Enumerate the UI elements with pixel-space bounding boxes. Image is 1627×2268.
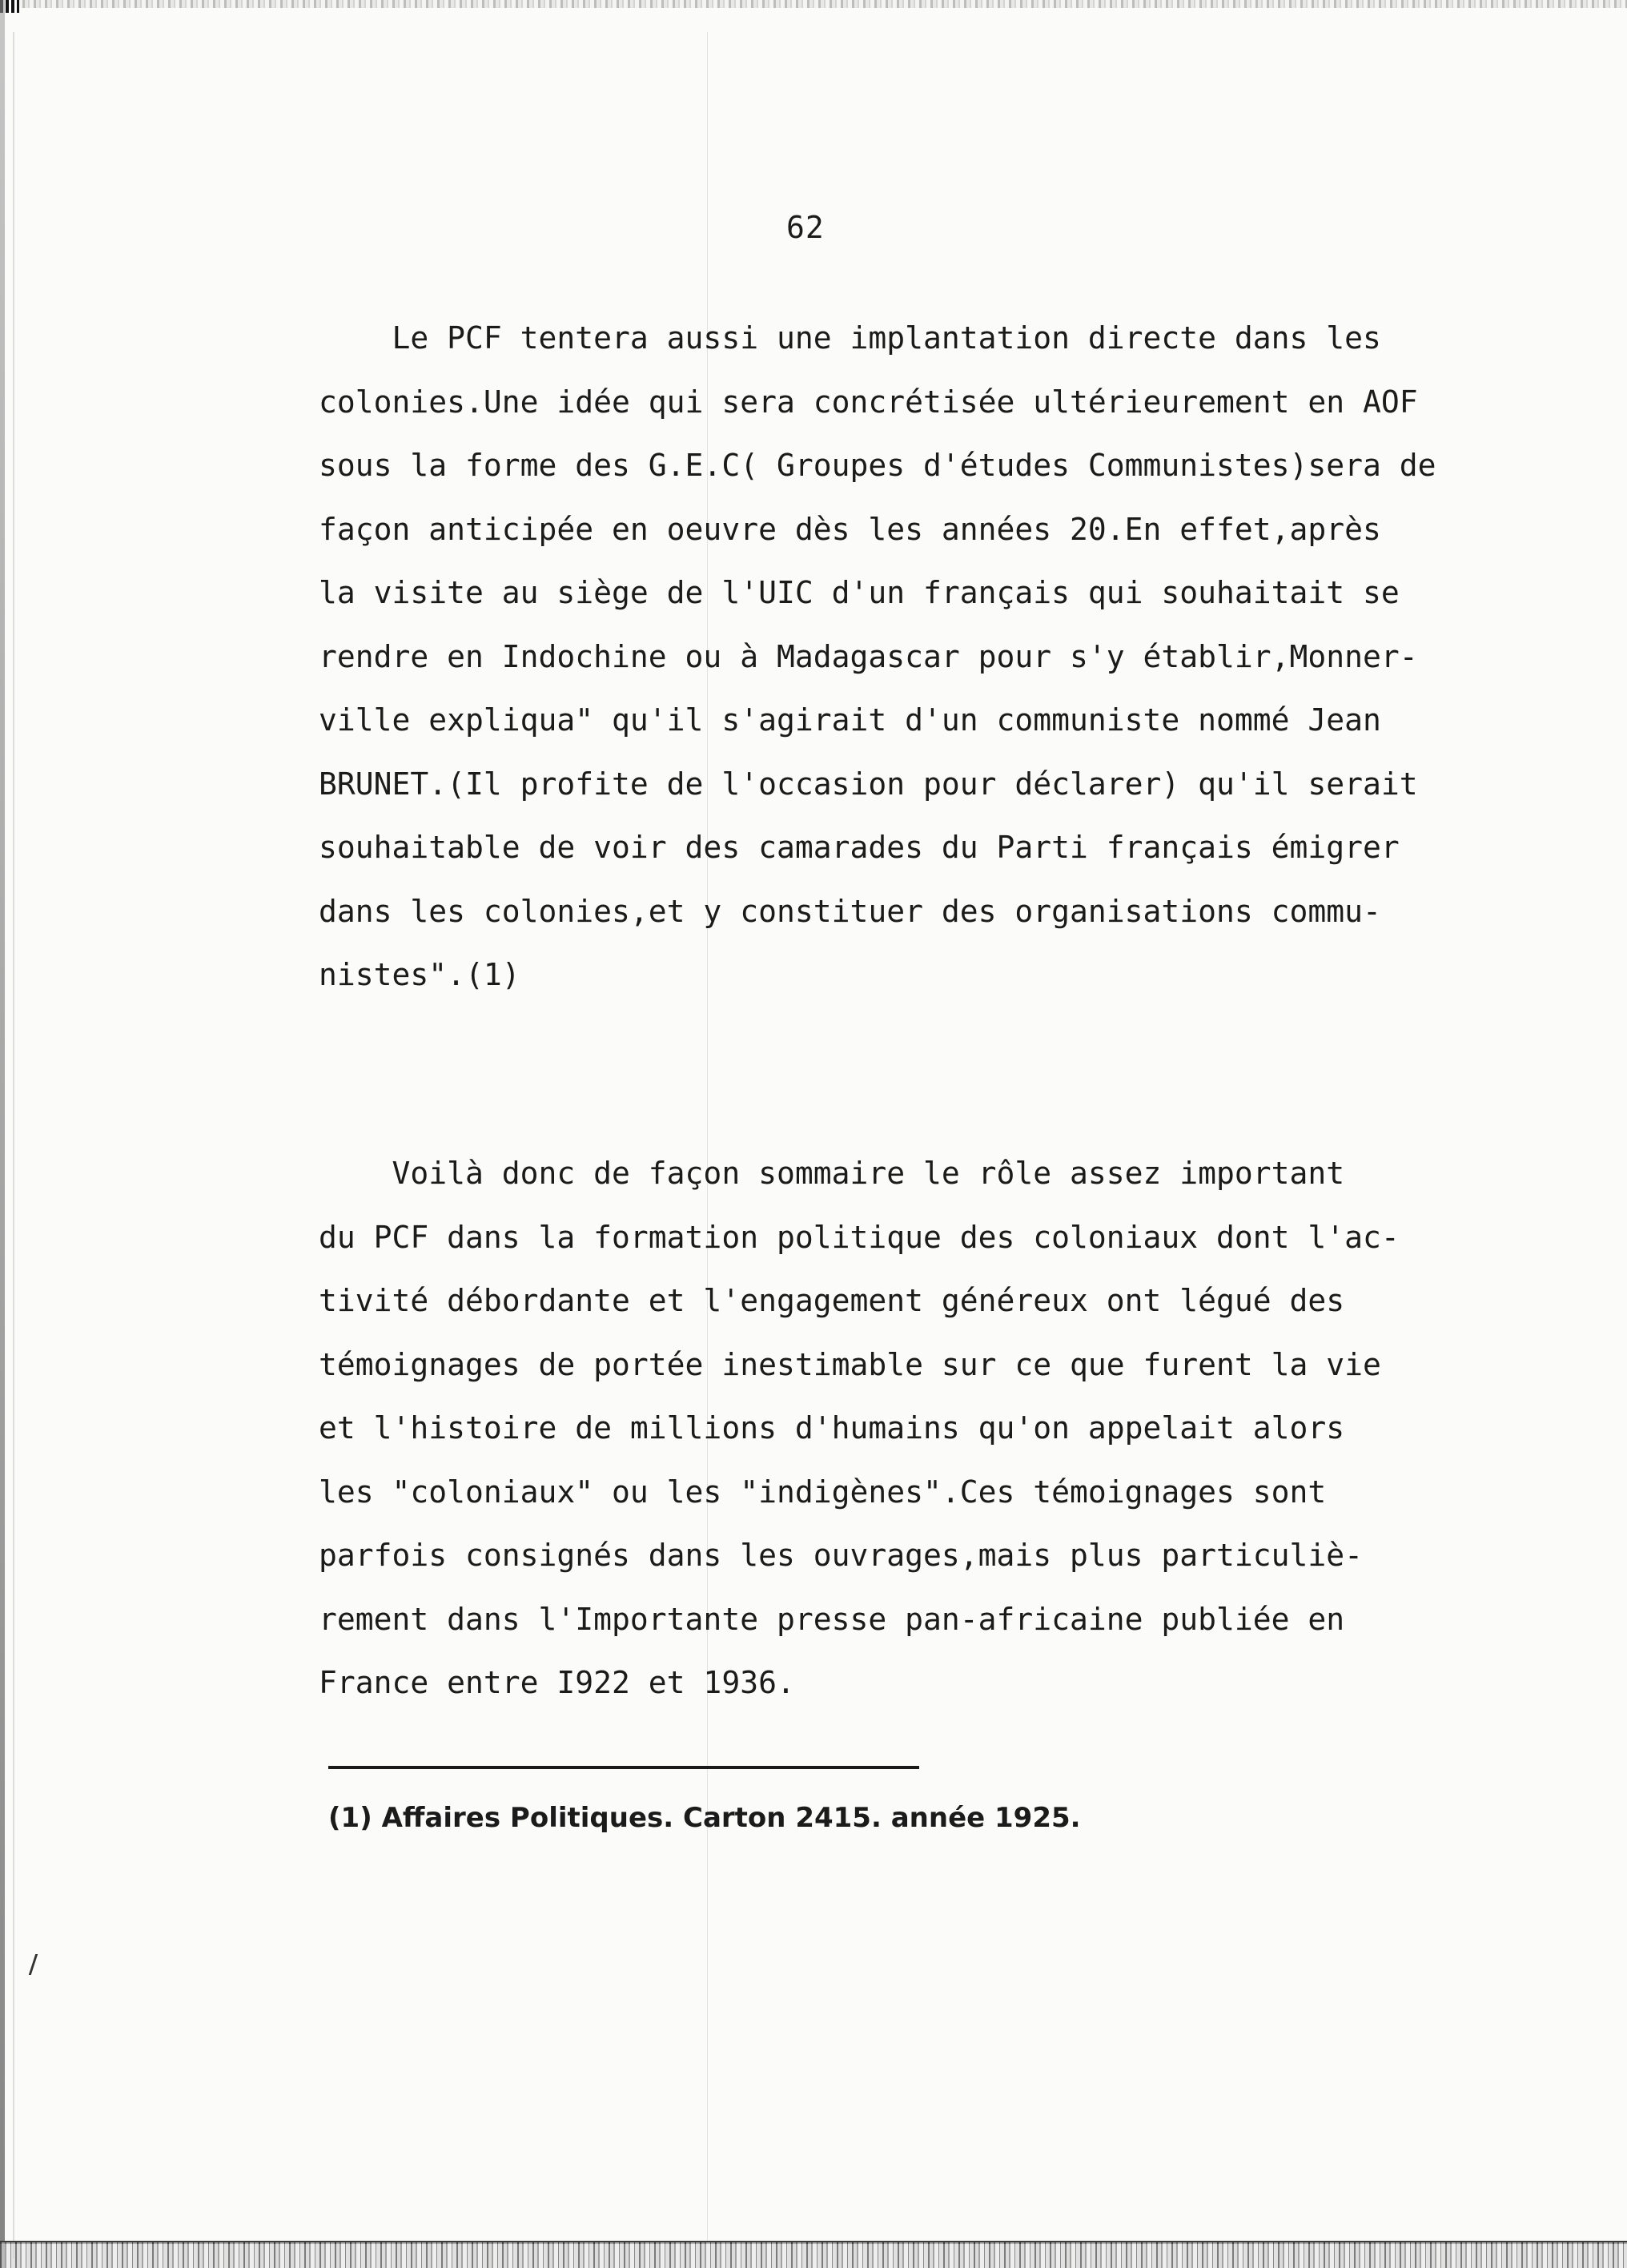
paragraph-pcf-implantation xyxy=(319,307,1520,1007)
text-line: Le PCF tentera aussi une implantation directe dans les xyxy=(319,320,1381,356)
scan-artifact-left-line xyxy=(13,32,14,2258)
text-line: témoignages de portée inestimable sur ce que furent la vie xyxy=(319,1346,1381,1382)
text-line: rement dans l'Importante presse pan-africaine publiée en xyxy=(319,1601,1345,1637)
text-line: ville expliqua" qu'il s'agirait d'un communiste nommé Jean xyxy=(319,702,1381,738)
page-number: 62 xyxy=(786,210,825,245)
text-line: du PCF dans la formation politique des coloniaux dont l'ac- xyxy=(319,1219,1400,1255)
text-line: les "coloniaux" ou les "indigènes".Ces témoignages sont xyxy=(319,1474,1327,1510)
footnote: (1) Affaires Politiques. Carton 2415. année 1925. xyxy=(328,1802,1081,1834)
scan-artifact-bottom xyxy=(0,2242,1627,2268)
text-line: nistes".(1) xyxy=(319,957,520,992)
paragraph-pcf-role-summary xyxy=(319,1142,1520,1715)
text-line: parfois consignés dans les ouvrages,mais plus particuliè- xyxy=(319,1538,1364,1573)
text-line: Voilà donc de façon sommaire le rôle assez important xyxy=(319,1156,1345,1191)
text-line: souhaitable de voir des camarades du Parti français émigrer xyxy=(319,830,1400,865)
footnote-separator xyxy=(328,1766,919,1769)
text-line: tivité débordante et l'engagement généreux ont légué des xyxy=(319,1283,1345,1318)
scan-artifact-left-edge xyxy=(0,0,5,2268)
text-line: rendre en Indochine ou à Madagascar pour s'y établir,Monner- xyxy=(319,638,1418,674)
scan-artifact-top xyxy=(0,0,1627,8)
text-line: et l'histoire de millions d'humains qu'on appelait alors xyxy=(319,1410,1345,1446)
text-line: BRUNET.(Il profite de l'occasion pour déclarer) qu'il serait xyxy=(319,766,1418,802)
text-line: France entre I922 et 1936. xyxy=(319,1665,795,1700)
stray-pen-mark xyxy=(29,1954,42,1975)
text-line: la visite au siège de l'UIC d'un français qui souhaitait se xyxy=(319,575,1400,610)
text-line: sous la forme des G.E.C( Groupes d'études Communistes)sera de xyxy=(319,448,1436,483)
text-line: façon anticipée en oeuvre dès les années 20.En effet,après xyxy=(319,511,1381,547)
text-line: colonies.Une idée qui sera concrétisée ultérieurement en AOF xyxy=(319,384,1418,420)
text-line: dans les colonies,et y constituer des organisations commu- xyxy=(319,893,1381,929)
